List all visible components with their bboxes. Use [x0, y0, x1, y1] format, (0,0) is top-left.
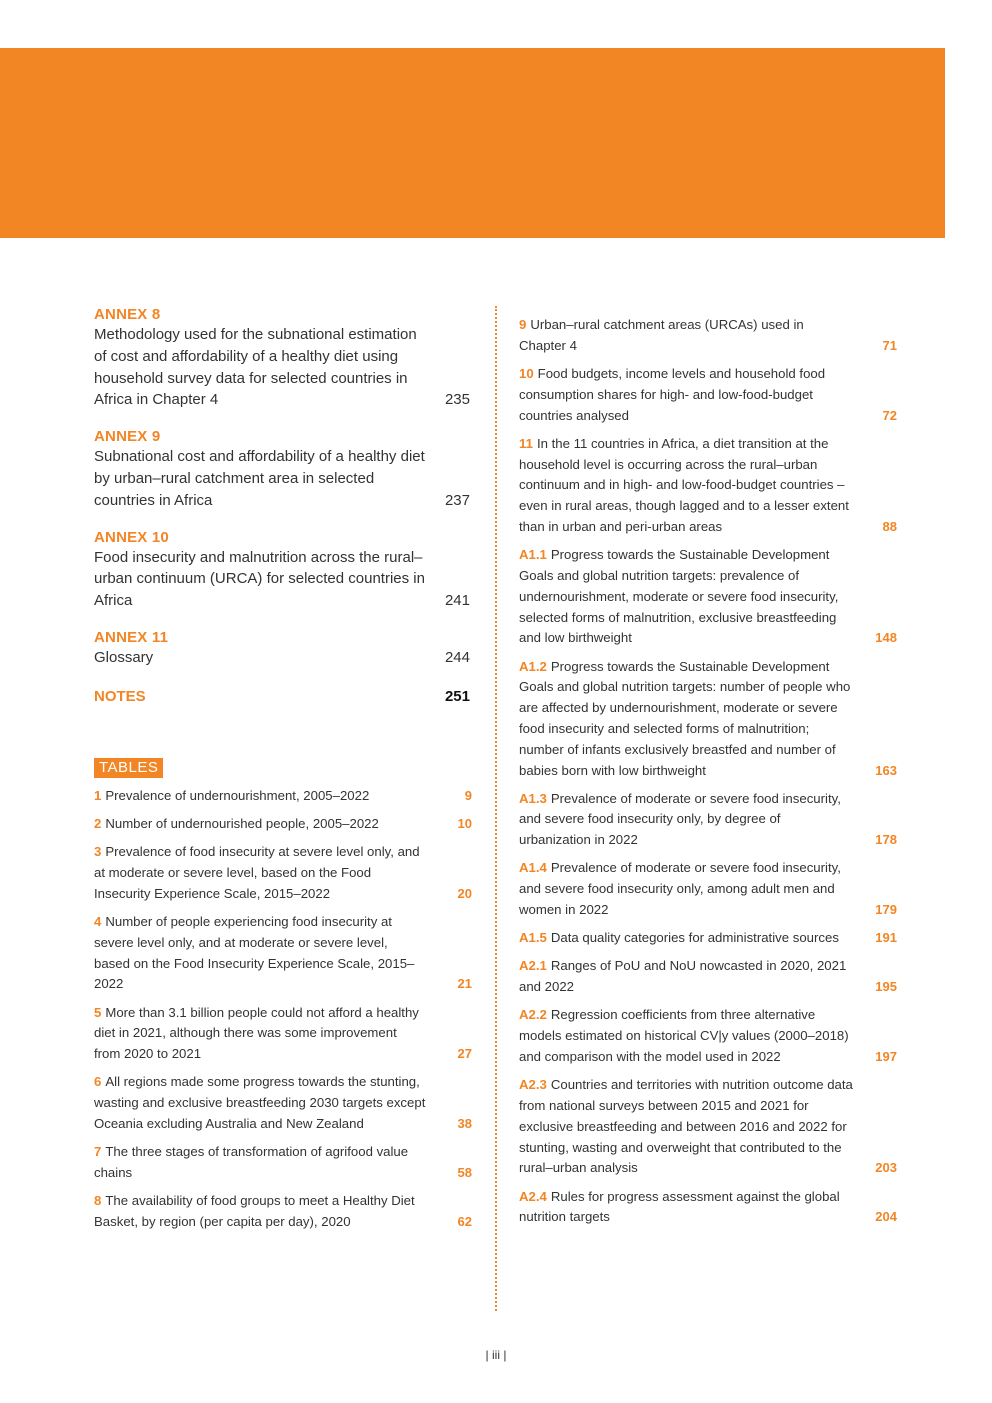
tables-heading: TABLES [94, 758, 163, 778]
table-number: A2.1 [519, 958, 547, 974]
table-title: The availability of food groups to meet a Healthy Diet Basket, by region (per capita per day), 2020 [94, 1193, 415, 1229]
table-title: Food budgets, income levels and household food consumption shares for high- and low-food-budget countries analysed [519, 365, 826, 423]
notes-page-number: 251 [444, 687, 470, 705]
annex-entry[interactable] [94, 529, 472, 612]
table-page-number: 163 [875, 762, 897, 778]
table-title: Data quality categories for administrative sources [550, 930, 839, 946]
toc-left-column [94, 306, 472, 1240]
table-title: Prevalence of moderate or severe food insecurity, and severe food insecurity only, among adult men and women in 2022 [519, 860, 841, 918]
table-title: Prevalence of undernourishment, 2005–2022 [105, 787, 370, 803]
table-number: A2.3 [519, 1077, 547, 1093]
table-entry[interactable] [519, 1187, 899, 1229]
table-title: Number of undernourished people, 2005–2022 [105, 815, 379, 831]
table-entry[interactable] [519, 657, 899, 782]
table-number: A1.1 [519, 547, 547, 563]
table-entry[interactable] [94, 1003, 472, 1065]
table-entry[interactable] [519, 928, 899, 949]
table-number: 9 [519, 317, 527, 332]
table-title: More than 3.1 billion people could not afford a healthy diet in 2021, although there was some improvement from 2020 to 2021 [94, 1004, 419, 1062]
table-entry[interactable] [519, 956, 899, 998]
table-page-number: 62 [457, 1213, 472, 1229]
table-title: Urban–rural catchment areas (URCAs) used in Chapter 4 [519, 317, 804, 353]
table-number: A1.3 [519, 790, 547, 806]
annex-page-number: 241 [444, 592, 470, 610]
table-title: Prevalence of food insecurity at severe level only, and at moderate or severe level, based on the Food Insecurity Experience Scale, 2015–2022 [94, 844, 420, 901]
annex-page-number: 244 [444, 648, 470, 666]
table-title: Progress towards the Sustainable Development Goals and global nutrition targets: prevalence of undernourishment, moderate or severe food insecurity, selected forms of malnutrition, exclusive breastfeeding and low birthweight [519, 547, 839, 646]
annex-title [94, 547, 472, 612]
table-title: Ranges of PoU and NoU nowcasted in 2020, 2021 and 2022 [519, 958, 847, 995]
table-page-number: 204 [875, 1209, 897, 1225]
notes-label: NOTES [94, 687, 146, 705]
annex-label: ANNEX 10 [94, 528, 169, 546]
table-number: 8 [94, 1193, 102, 1209]
table-title: All regions made some progress towards the stunting, wasting and exclusive breastfeeding 2030 targets except Oceania excluding Australia and New Zealand [94, 1074, 426, 1131]
table-page-number: 71 [882, 337, 897, 353]
annex-title [94, 324, 472, 411]
table-number: 5 [94, 1004, 102, 1020]
table-page-number: 197 [875, 1049, 897, 1065]
tables-list-right [519, 315, 899, 1228]
annex-entry[interactable] [94, 428, 472, 511]
table-page-number: 38 [457, 1115, 472, 1131]
table-title: Number of people experiencing food insecurity at severe level only, and at moderate or severe level, based on the Food Insecurity Experience Scale, 2015–2022 [94, 913, 415, 992]
table-page-number: 72 [882, 407, 897, 423]
table-page-number: 21 [457, 976, 472, 992]
annex-label: ANNEX 11 [94, 628, 169, 646]
header-banner [0, 48, 945, 238]
table-title: Regression coefficients from three alternative models estimated on historical CV|y values (2000–2018) and comparison with the model used in 2022 [519, 1007, 849, 1065]
table-entry[interactable] [94, 814, 472, 835]
annex-title-text: Subnational cost and affordability of a healthy diet by urban–rural catchment area in selected countries in Africa [94, 448, 425, 509]
table-entry[interactable] [519, 1005, 899, 1067]
table-entry[interactable] [519, 789, 899, 851]
annex-page-number: 235 [444, 391, 470, 409]
table-entry[interactable] [519, 434, 899, 538]
table-page-number: 20 [457, 885, 472, 901]
table-number: A2.4 [519, 1188, 547, 1204]
table-entry[interactable] [519, 858, 899, 920]
table-entry[interactable] [94, 842, 472, 904]
table-entry[interactable] [94, 1191, 472, 1233]
annex-entry[interactable] [94, 306, 472, 411]
annex-title [94, 647, 472, 669]
table-entry[interactable] [94, 1142, 472, 1184]
annex-title-text: Food insecurity and malnutrition across the rural–urban continuum (URCA) for selected countries in Africa [94, 548, 425, 610]
table-page-number: 178 [875, 832, 897, 848]
annex-title-text: Glossary [94, 648, 154, 666]
page-number: | iii | [485, 1348, 507, 1362]
table-entry[interactable] [94, 786, 472, 807]
table-page-number: 203 [875, 1160, 897, 1176]
table-page-number: 191 [875, 930, 897, 946]
table-entry[interactable] [519, 364, 899, 426]
table-number: 3 [94, 844, 102, 860]
table-title: Countries and territories with nutrition outcome data from national surveys between 2015 and 2021 for exclusive breastfeeding and between 2016 and 2022 for stunting, wasting and overweight that contributed to the rural–urban analysis [519, 1077, 853, 1176]
table-title: The three stages of transformation of agrifood value chains [94, 1144, 409, 1180]
table-page-number: 179 [875, 902, 897, 918]
table-number: 6 [94, 1074, 102, 1090]
table-page-number: 27 [457, 1046, 472, 1062]
column-divider [495, 306, 497, 1311]
table-entry[interactable] [519, 545, 899, 649]
table-page-number: 10 [457, 815, 472, 831]
annex-label: ANNEX 9 [94, 428, 161, 446]
table-number: 7 [94, 1144, 102, 1160]
table-title: In the 11 countries in Africa, a diet transition at the household level is occurring across the rural–urban continuum and in high- and low-food-budget countries – even in rural areas, though lagged and to a lesser extent than in urban and peri-urban areas [519, 435, 849, 534]
toc-right-column [519, 315, 899, 1236]
table-number: 10 [519, 365, 534, 381]
table-entry[interactable] [519, 1075, 899, 1179]
table-page-number: 9 [464, 787, 472, 803]
table-number: A1.2 [519, 658, 547, 674]
table-title: Progress towards the Sustainable Development Goals and global nutrition targets: number of people who are affected by undernourishment, moderate or severe food insecurity and selected forms of malnutrition; number of infants exclusively breastfed and number of babies born with low birthweight [519, 658, 851, 778]
table-page-number: 195 [875, 979, 897, 995]
table-page-number: 88 [882, 518, 897, 534]
annex-title-text: Methodology used for the subnational estimation of cost and affordability of a healthy diet using household survey data for selected countries in Africa in Chapter 4 [94, 326, 417, 409]
table-entry[interactable] [94, 912, 472, 995]
table-number: A1.5 [519, 930, 547, 946]
tables-list-left [94, 786, 472, 1233]
notes-entry[interactable] [94, 686, 472, 708]
table-title: Prevalence of moderate or severe food insecurity, and severe food insecurity only, by degree of urbanization in 2022 [519, 790, 841, 848]
table-title: Rules for progress assessment against the global nutrition targets [519, 1188, 840, 1225]
table-number: 2 [94, 815, 102, 831]
annex-title [94, 446, 472, 511]
annex-page-number: 237 [444, 491, 470, 509]
annex-entry[interactable] [94, 629, 472, 669]
table-entry[interactable] [519, 315, 899, 357]
table-number: A1.4 [519, 860, 547, 876]
table-page-number: 58 [457, 1164, 472, 1180]
table-page-number: 148 [875, 630, 897, 646]
table-number: A2.2 [519, 1007, 547, 1023]
annex-label: ANNEX 8 [94, 306, 161, 323]
table-number: 11 [519, 435, 533, 451]
table-entry[interactable] [94, 1072, 472, 1134]
table-number: 1 [94, 787, 102, 803]
table-number: 4 [94, 913, 102, 929]
